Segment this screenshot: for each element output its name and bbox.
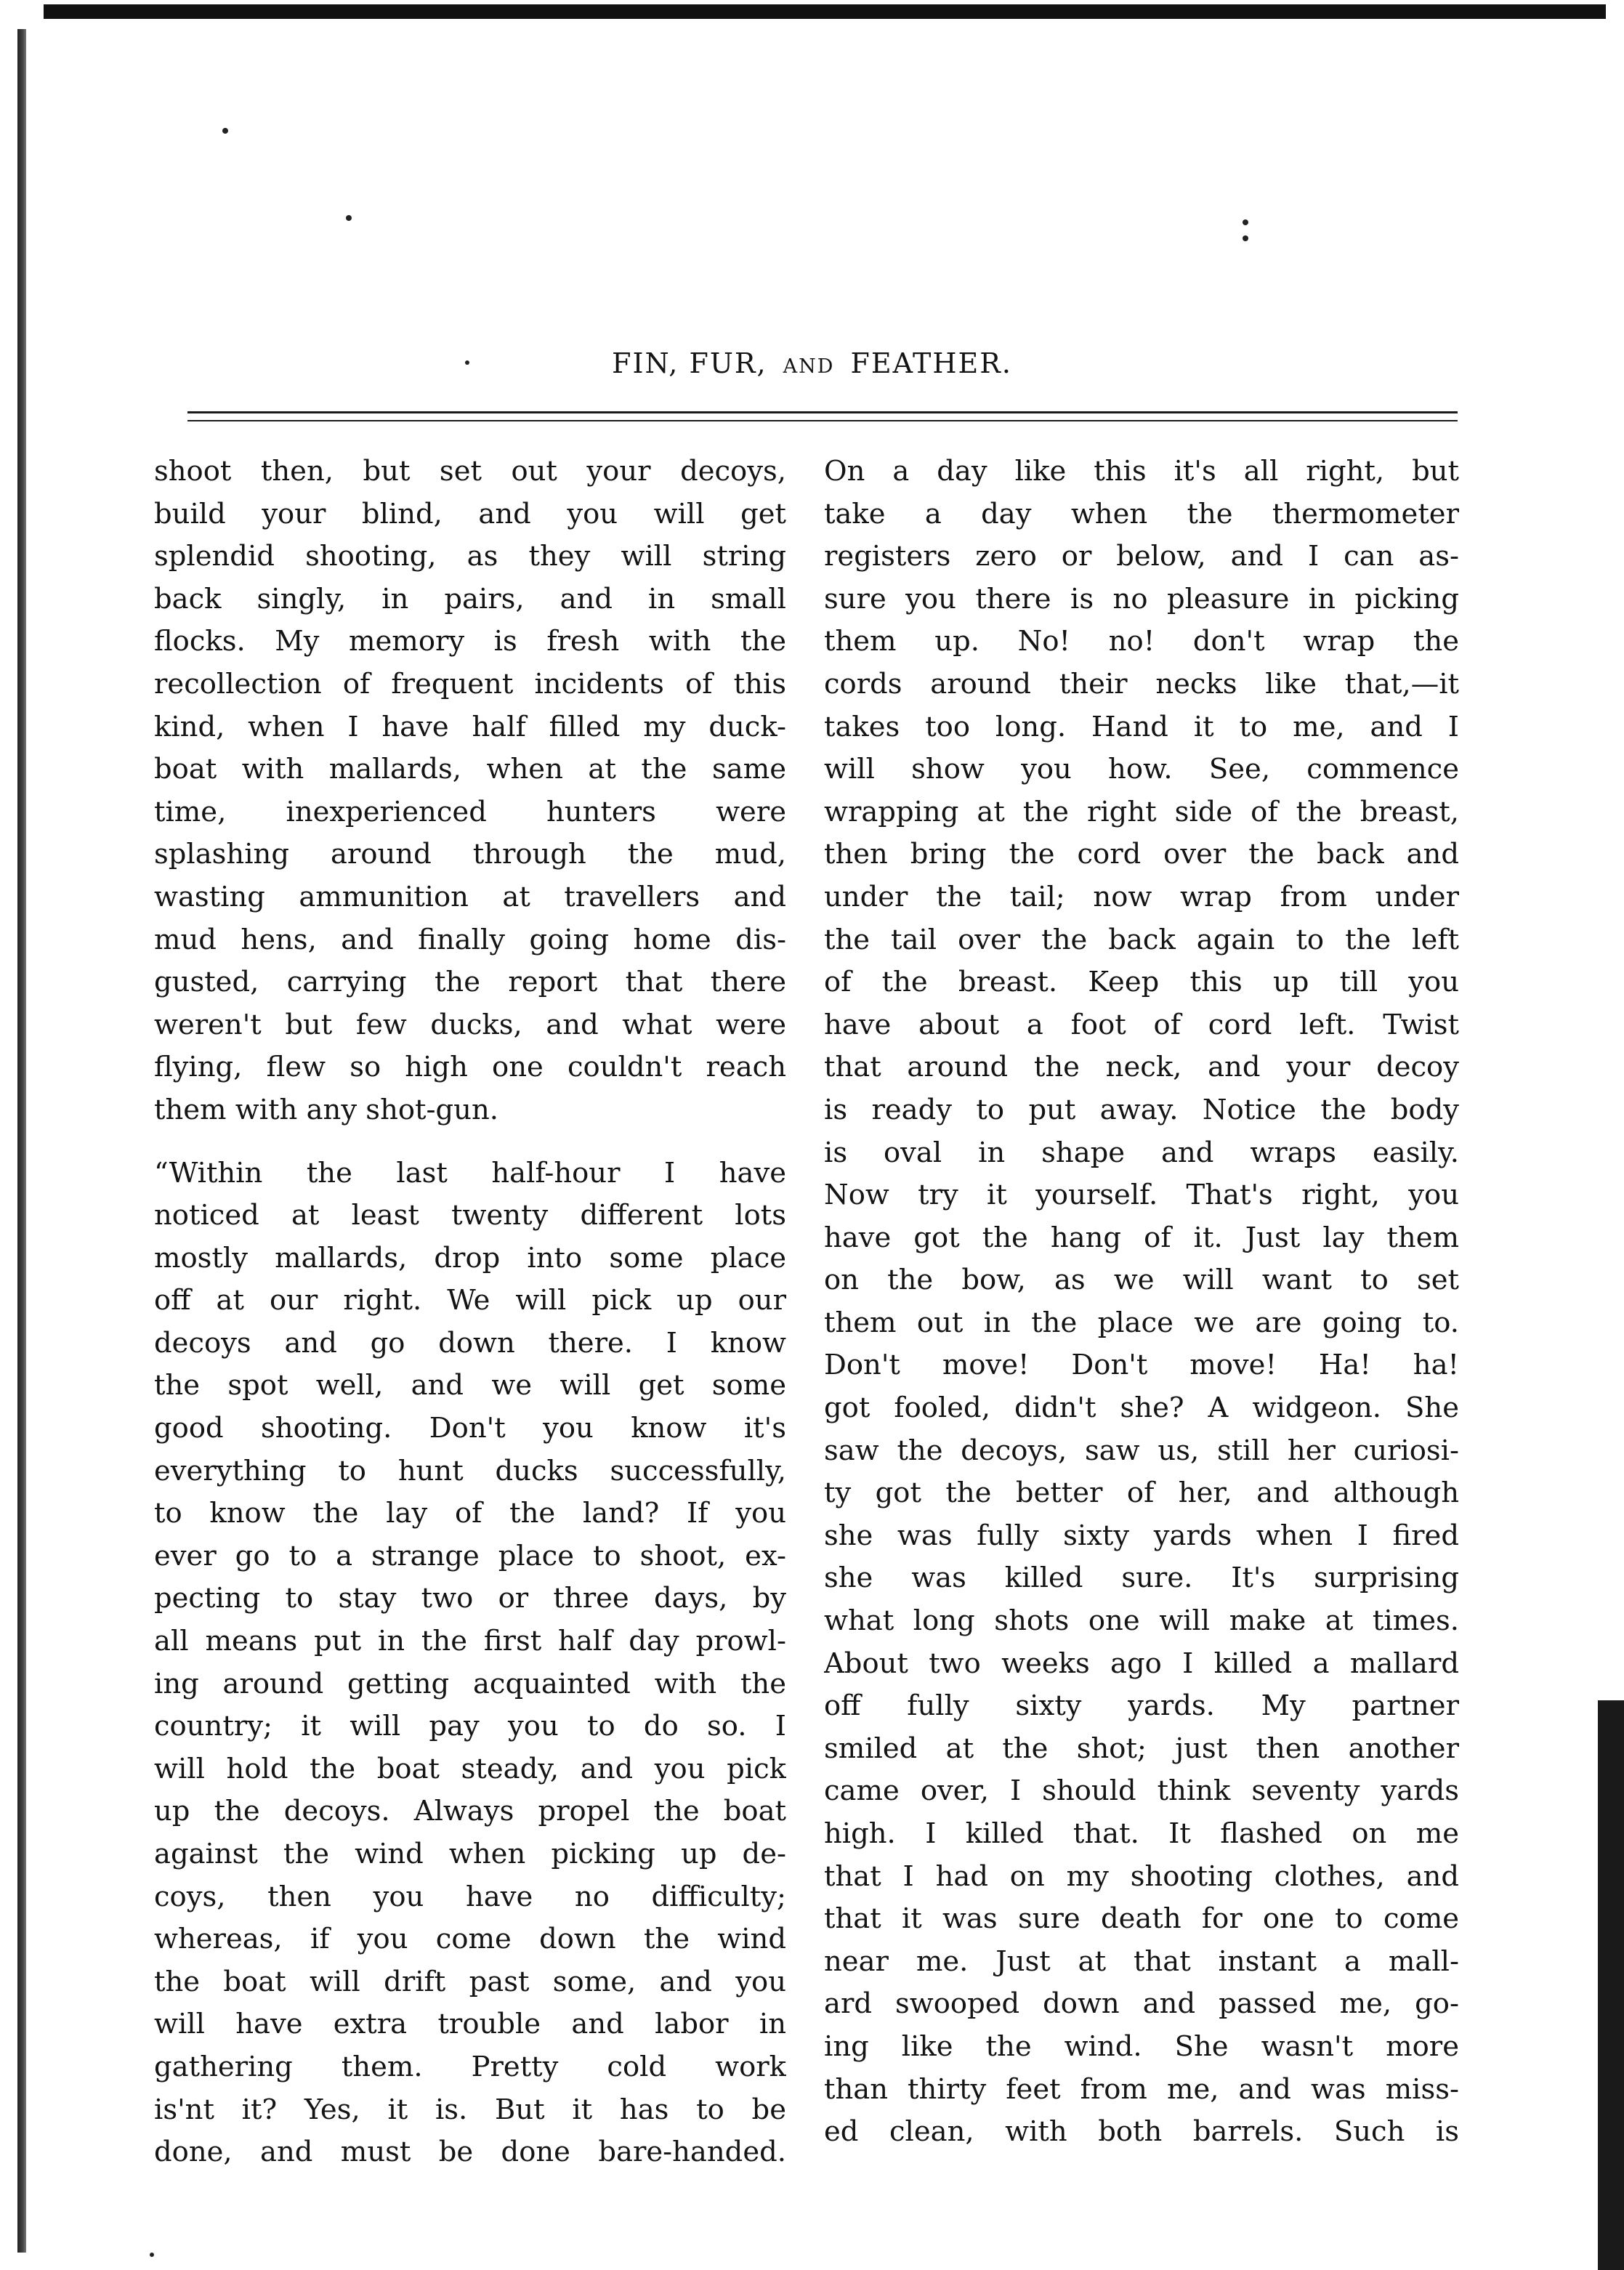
text-line: build your blind, and you will get (154, 497, 786, 530)
text-line: up the decoys. Always propel the boat (154, 1795, 786, 1828)
header-rule-top (187, 411, 1458, 413)
text-line: she was fully sixty yards when I fired (824, 1519, 1459, 1552)
text-line: the spot well, and we will get some (154, 1369, 786, 1402)
text-line: “Within the last half-hour I have (154, 1156, 786, 1189)
text-line: done, and must be done bare-handed. (154, 2136, 786, 2169)
text-line: time, inexperienced hunters were (154, 795, 786, 828)
text-line: smiled at the shot; just then another (824, 1732, 1459, 1765)
text-line: country; it will pay you to do so. I (154, 1710, 786, 1743)
text-line: On a day like this it's all right, but (824, 455, 1459, 488)
text-line: ard swooped down and passed me, go- (824, 1987, 1459, 2021)
running-header (0, 347, 1624, 379)
text-line: what long shots one will make at times. (824, 1604, 1459, 1638)
text-line: them out in the place we are going to. (824, 1306, 1459, 1339)
text-line: kind, when I have half filled my duck- (154, 710, 786, 743)
text-line: is'nt it? Yes, it is. But it has to be (154, 2093, 786, 2126)
text-line: them up. No! no! don't wrap the (824, 625, 1459, 658)
text-line: that around the neck, and your decoy (824, 1051, 1459, 1084)
text-line: About two weeks ago I killed a mallard (824, 1647, 1459, 1680)
text-line: came over, I should think seventy yards (824, 1774, 1459, 1808)
text-line: mostly mallards, drop into some place (154, 1241, 786, 1275)
ink-speck (1243, 219, 1248, 225)
text-line: that it was sure death for one to come (824, 1902, 1459, 1936)
text-line: on the bow, as we will want to set (824, 1264, 1459, 1297)
text-line: saw the decoys, saw us, still her curiosi- (824, 1434, 1459, 1467)
ink-speck (150, 2253, 154, 2257)
text-line: all means put in the first half day prowl- (154, 1625, 786, 1658)
text-line: ing like the wind. She wasn't more (824, 2029, 1459, 2063)
ink-speck (346, 215, 352, 221)
text-line: off fully sixty yards. My partner (824, 1689, 1459, 1723)
text-line: coys, then you have no difficulty; (154, 1880, 786, 1913)
text-line: against the wind when picking up de- (154, 1838, 786, 1870)
text-line: have about a foot of cord left. Twist (824, 1008, 1459, 1041)
text-line: splashing around through the mud, (154, 838, 786, 871)
text-line: Don't move! Don't move! Ha! ha! (824, 1349, 1459, 1382)
text-line: than thirty feet from me, and was miss- (824, 2072, 1459, 2106)
text-line: cords around their necks like that,—it (824, 667, 1459, 700)
text-line: ty got the better of her, and although (824, 1477, 1459, 1510)
text-line: gusted, carrying the report that there (154, 966, 786, 999)
header-word-feather: FEATHER. (850, 347, 1012, 379)
text-line: decoys and go down there. I know (154, 1326, 786, 1360)
text-line: boat with mallards, when at the same (154, 753, 786, 786)
text-line: that I had on my shooting clothes, and (824, 1859, 1459, 1893)
text-line: registers zero or below, and I can as- (824, 540, 1459, 573)
text-line: have got the hang of it. Just lay them (824, 1221, 1459, 1254)
text-line: weren't but few ducks, and what were (154, 1008, 786, 1041)
text-line: good shooting. Don't you know it's (154, 1412, 786, 1445)
text-line: recollection of frequent incidents of this (154, 667, 786, 700)
text-line: wasting ammunition at travellers and (154, 880, 786, 913)
right-column (824, 451, 1459, 2154)
header-word-fin: FIN, (612, 347, 679, 379)
scan-border-top (44, 4, 1606, 19)
text-line: noticed at least twenty different lots (154, 1199, 786, 1232)
text-line: of the breast. Keep this up till you (824, 966, 1459, 999)
text-line: got fooled, didn't she? A widgeon. She (824, 1392, 1459, 1425)
text-line: high. I killed that. It flashed on me (824, 1817, 1459, 1850)
ink-speck (222, 128, 228, 134)
text-line: ever go to a strange place to shoot, ex- (154, 1539, 786, 1572)
text-line: is ready to put away. Notice the body (824, 1093, 1459, 1126)
ink-speck (1243, 235, 1248, 241)
text-line: is oval in shape and wraps easily. (824, 1136, 1459, 1169)
text-line: takes too long. Hand it to me, and I (824, 710, 1459, 743)
text-line: will show you how. See, commence (824, 753, 1459, 786)
text-line: shoot then, but set out your decoys, (154, 455, 786, 488)
text-line: gathering them. Pretty cold work (154, 2050, 786, 2083)
text-line: under the tail; now wrap from under (824, 880, 1459, 913)
text-line: them with any shot-gun. (154, 1093, 498, 1126)
text-line: to know the lay of the land? If you (154, 1497, 786, 1530)
text-line: mud hens, and finally going home dis- (154, 923, 786, 956)
text-line: everything to hunt ducks successfully, (154, 1454, 786, 1487)
text-line: ing around getting acquainted with the (154, 1667, 786, 1700)
text-line: pecting to stay two or three days, by (154, 1582, 786, 1615)
text-line: will hold the boat steady, and you pick (154, 1752, 786, 1785)
text-line: the boat will drift past some, and you (154, 1965, 786, 1998)
text-line: back singly, in pairs, and in small (154, 582, 786, 615)
text-line: wrapping at the right side of the breast, (824, 795, 1459, 828)
text-line: near me. Just at that instant a mall- (824, 1944, 1459, 1978)
text-line: the tail over the back again to the left (824, 923, 1459, 956)
text-line: off at our right. We will pick up our (154, 1284, 786, 1317)
header-word-and: AND (783, 355, 835, 378)
text-line: splendid shooting, as they will string (154, 540, 786, 573)
text-line: she was killed sure. It's surprising (824, 1562, 1459, 1595)
text-line: then bring the cord over the back and (824, 838, 1459, 871)
header-rule-bottom (187, 420, 1458, 421)
text-line: ed clean, with both barrels. Such is (824, 2115, 1459, 2149)
text-line: flying, flew so high one couldn't reach (154, 1051, 786, 1084)
paragraph-break (154, 1132, 786, 1152)
header-word-fur: FUR, (689, 347, 767, 379)
left-column (154, 451, 786, 2174)
text-line: flocks. My memory is fresh with the (154, 625, 786, 658)
text-line: will have extra trouble and labor in (154, 2008, 786, 2041)
scan-border-right (1598, 1700, 1624, 2270)
text-line: Now try it yourself. That's right, you (824, 1179, 1459, 1212)
text-line: sure you there is no pleasure in picking (824, 582, 1459, 615)
text-line: whereas, if you come down the wind (154, 1923, 786, 1956)
text-line: take a day when the thermometer (824, 497, 1459, 530)
